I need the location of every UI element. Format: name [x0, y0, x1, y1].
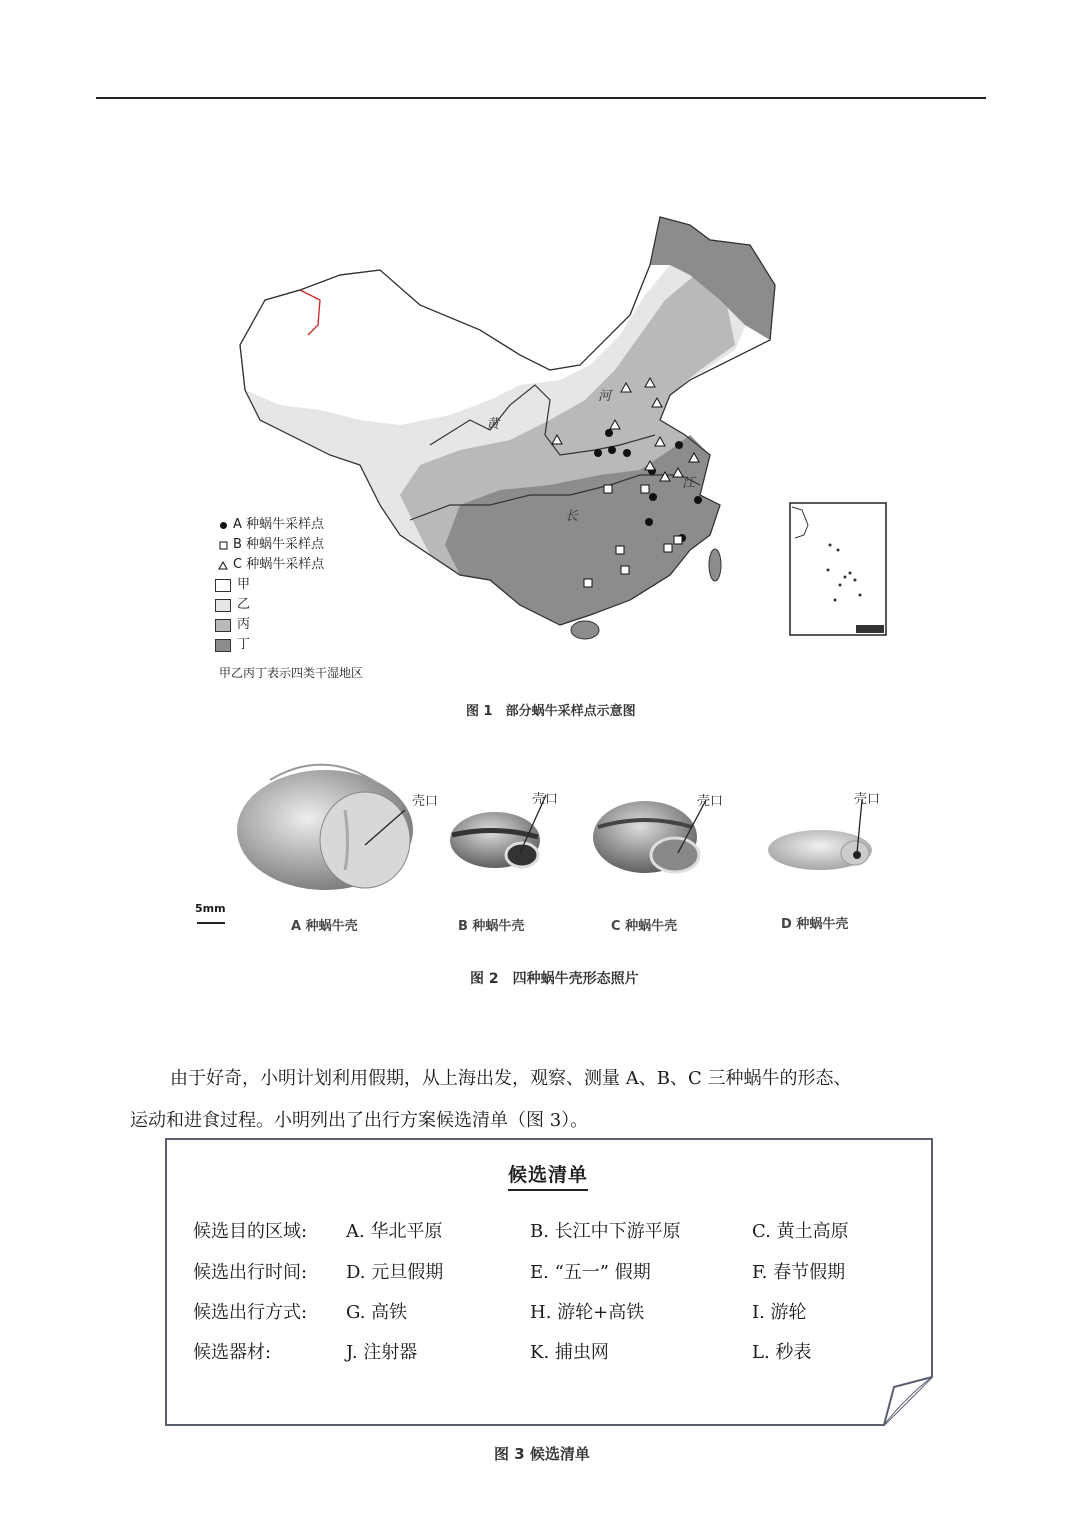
legend-label: 甲 — [237, 577, 251, 592]
sample-point-a — [594, 449, 602, 457]
hainan-island — [571, 621, 599, 639]
river-label-he: 河 — [598, 389, 612, 404]
square-icon — [215, 541, 231, 550]
option-d: D. 元旦假期 — [346, 1262, 444, 1283]
triangle-icon — [215, 561, 231, 570]
legend-note: 甲乙丙丁表示四类干湿地区 — [219, 666, 364, 680]
body-paragraph — [130, 1058, 990, 1142]
sample-point-a — [694, 496, 702, 504]
shell-c — [593, 800, 706, 873]
river-label-chang: 长 — [565, 509, 579, 524]
option-h: H. 游轮+高铁 — [530, 1302, 645, 1323]
checklist-row — [193, 1258, 893, 1284]
option-k: K. 捕虫网 — [530, 1342, 609, 1363]
sample-point-b — [664, 544, 672, 552]
swatch-jia — [215, 579, 231, 592]
paragraph-line: 由于好奇，小明计划利用假期，从上海出发，观察、测量 A、B、C 三种蜗牛的形态、 — [170, 1068, 852, 1089]
legend-item — [215, 615, 324, 635]
checklist-row — [193, 1217, 893, 1243]
row-label: 候选器材: — [193, 1342, 272, 1363]
paragraph-line: 运动和进食过程。小明列出了出行方案候选清单（图 3）。 — [130, 1110, 589, 1131]
legend-item — [215, 635, 324, 655]
checklist-title: 候选清单 — [508, 1160, 588, 1191]
legend-label: 乙 — [237, 597, 251, 612]
sample-point-a — [649, 493, 657, 501]
row-label: 候选出行时间: — [193, 1262, 308, 1283]
option-c: C. 黄土高原 — [752, 1221, 849, 1242]
shell-mouth-label-b: 壳口 — [532, 792, 559, 807]
shell-mouth-label-d: 壳口 — [854, 792, 881, 807]
figure1-caption: 图 1 部分蜗牛采样点示意图 — [466, 704, 636, 719]
option-b: B. 长江中下游平原 — [530, 1221, 681, 1242]
swatch-yi — [215, 599, 231, 612]
scale-bar — [197, 922, 225, 924]
legend-item — [215, 515, 324, 535]
map-legend — [215, 515, 324, 655]
shell-label-d: D 种蜗牛壳 — [781, 917, 849, 932]
dot-icon — [215, 521, 231, 530]
shell-label-b: B 种蜗牛壳 — [458, 919, 525, 934]
legend-label: 丁 — [237, 637, 251, 652]
river-label-huang: 黄 — [486, 417, 500, 432]
south-china-sea-inset — [790, 503, 886, 635]
checklist-row — [193, 1298, 893, 1324]
header-rule — [96, 97, 986, 99]
option-f: F. 春节假期 — [752, 1262, 846, 1283]
option-e: E. “五一” 假期 — [530, 1262, 651, 1283]
shell-a — [237, 765, 413, 890]
shell-mouth-label-a: 壳口 — [412, 794, 439, 809]
sample-point-b — [674, 536, 682, 544]
legend-label: B 种蜗牛采样点 — [233, 537, 325, 552]
legend-item — [215, 595, 324, 615]
scale-label: 5mm — [195, 902, 226, 915]
shell-label-c: C 种蜗牛壳 — [611, 919, 678, 934]
option-i: I. 游轮 — [752, 1302, 807, 1323]
shell-label-a: A 种蜗牛壳 — [291, 919, 358, 934]
option-l: L. 秒表 — [752, 1342, 812, 1363]
sample-point-b — [584, 579, 592, 587]
legend-item — [215, 535, 324, 555]
river-label-jiang: 江 — [682, 476, 696, 491]
figure2-caption: 图 2 四种蜗牛壳形态照片 — [470, 971, 639, 987]
checklist-row — [193, 1338, 893, 1364]
row-label: 候选目的区域: — [193, 1221, 308, 1242]
sample-point-a — [608, 446, 616, 454]
legend-label: A 种蜗牛采样点 — [233, 517, 325, 532]
shell-mouth-label-c: 壳口 — [697, 794, 724, 809]
shell-d — [768, 800, 872, 870]
figure3-caption: 图 3 候选清单 — [494, 1445, 590, 1463]
option-g: G. 高铁 — [346, 1302, 408, 1323]
option-a: A. 华北平原 — [346, 1221, 443, 1242]
swatch-ding — [215, 639, 231, 652]
shell-photos — [230, 755, 900, 900]
legend-label: 丙 — [237, 617, 251, 632]
sample-point-a — [605, 429, 613, 437]
legend-item — [215, 555, 324, 575]
taiwan-island — [709, 549, 721, 581]
legend-item — [215, 575, 324, 595]
sample-point-a — [645, 518, 653, 526]
sample-point-b — [604, 485, 612, 493]
sample-point-b — [621, 566, 629, 574]
sample-point-b — [616, 546, 624, 554]
sample-point-a — [623, 449, 631, 457]
legend-label: C 种蜗牛采样点 — [233, 557, 325, 572]
swatch-bing — [215, 619, 231, 632]
sample-point-a — [675, 441, 683, 449]
option-j: J. 注射器 — [346, 1342, 418, 1363]
sample-point-b — [641, 485, 649, 493]
row-label: 候选出行方式: — [193, 1302, 308, 1323]
